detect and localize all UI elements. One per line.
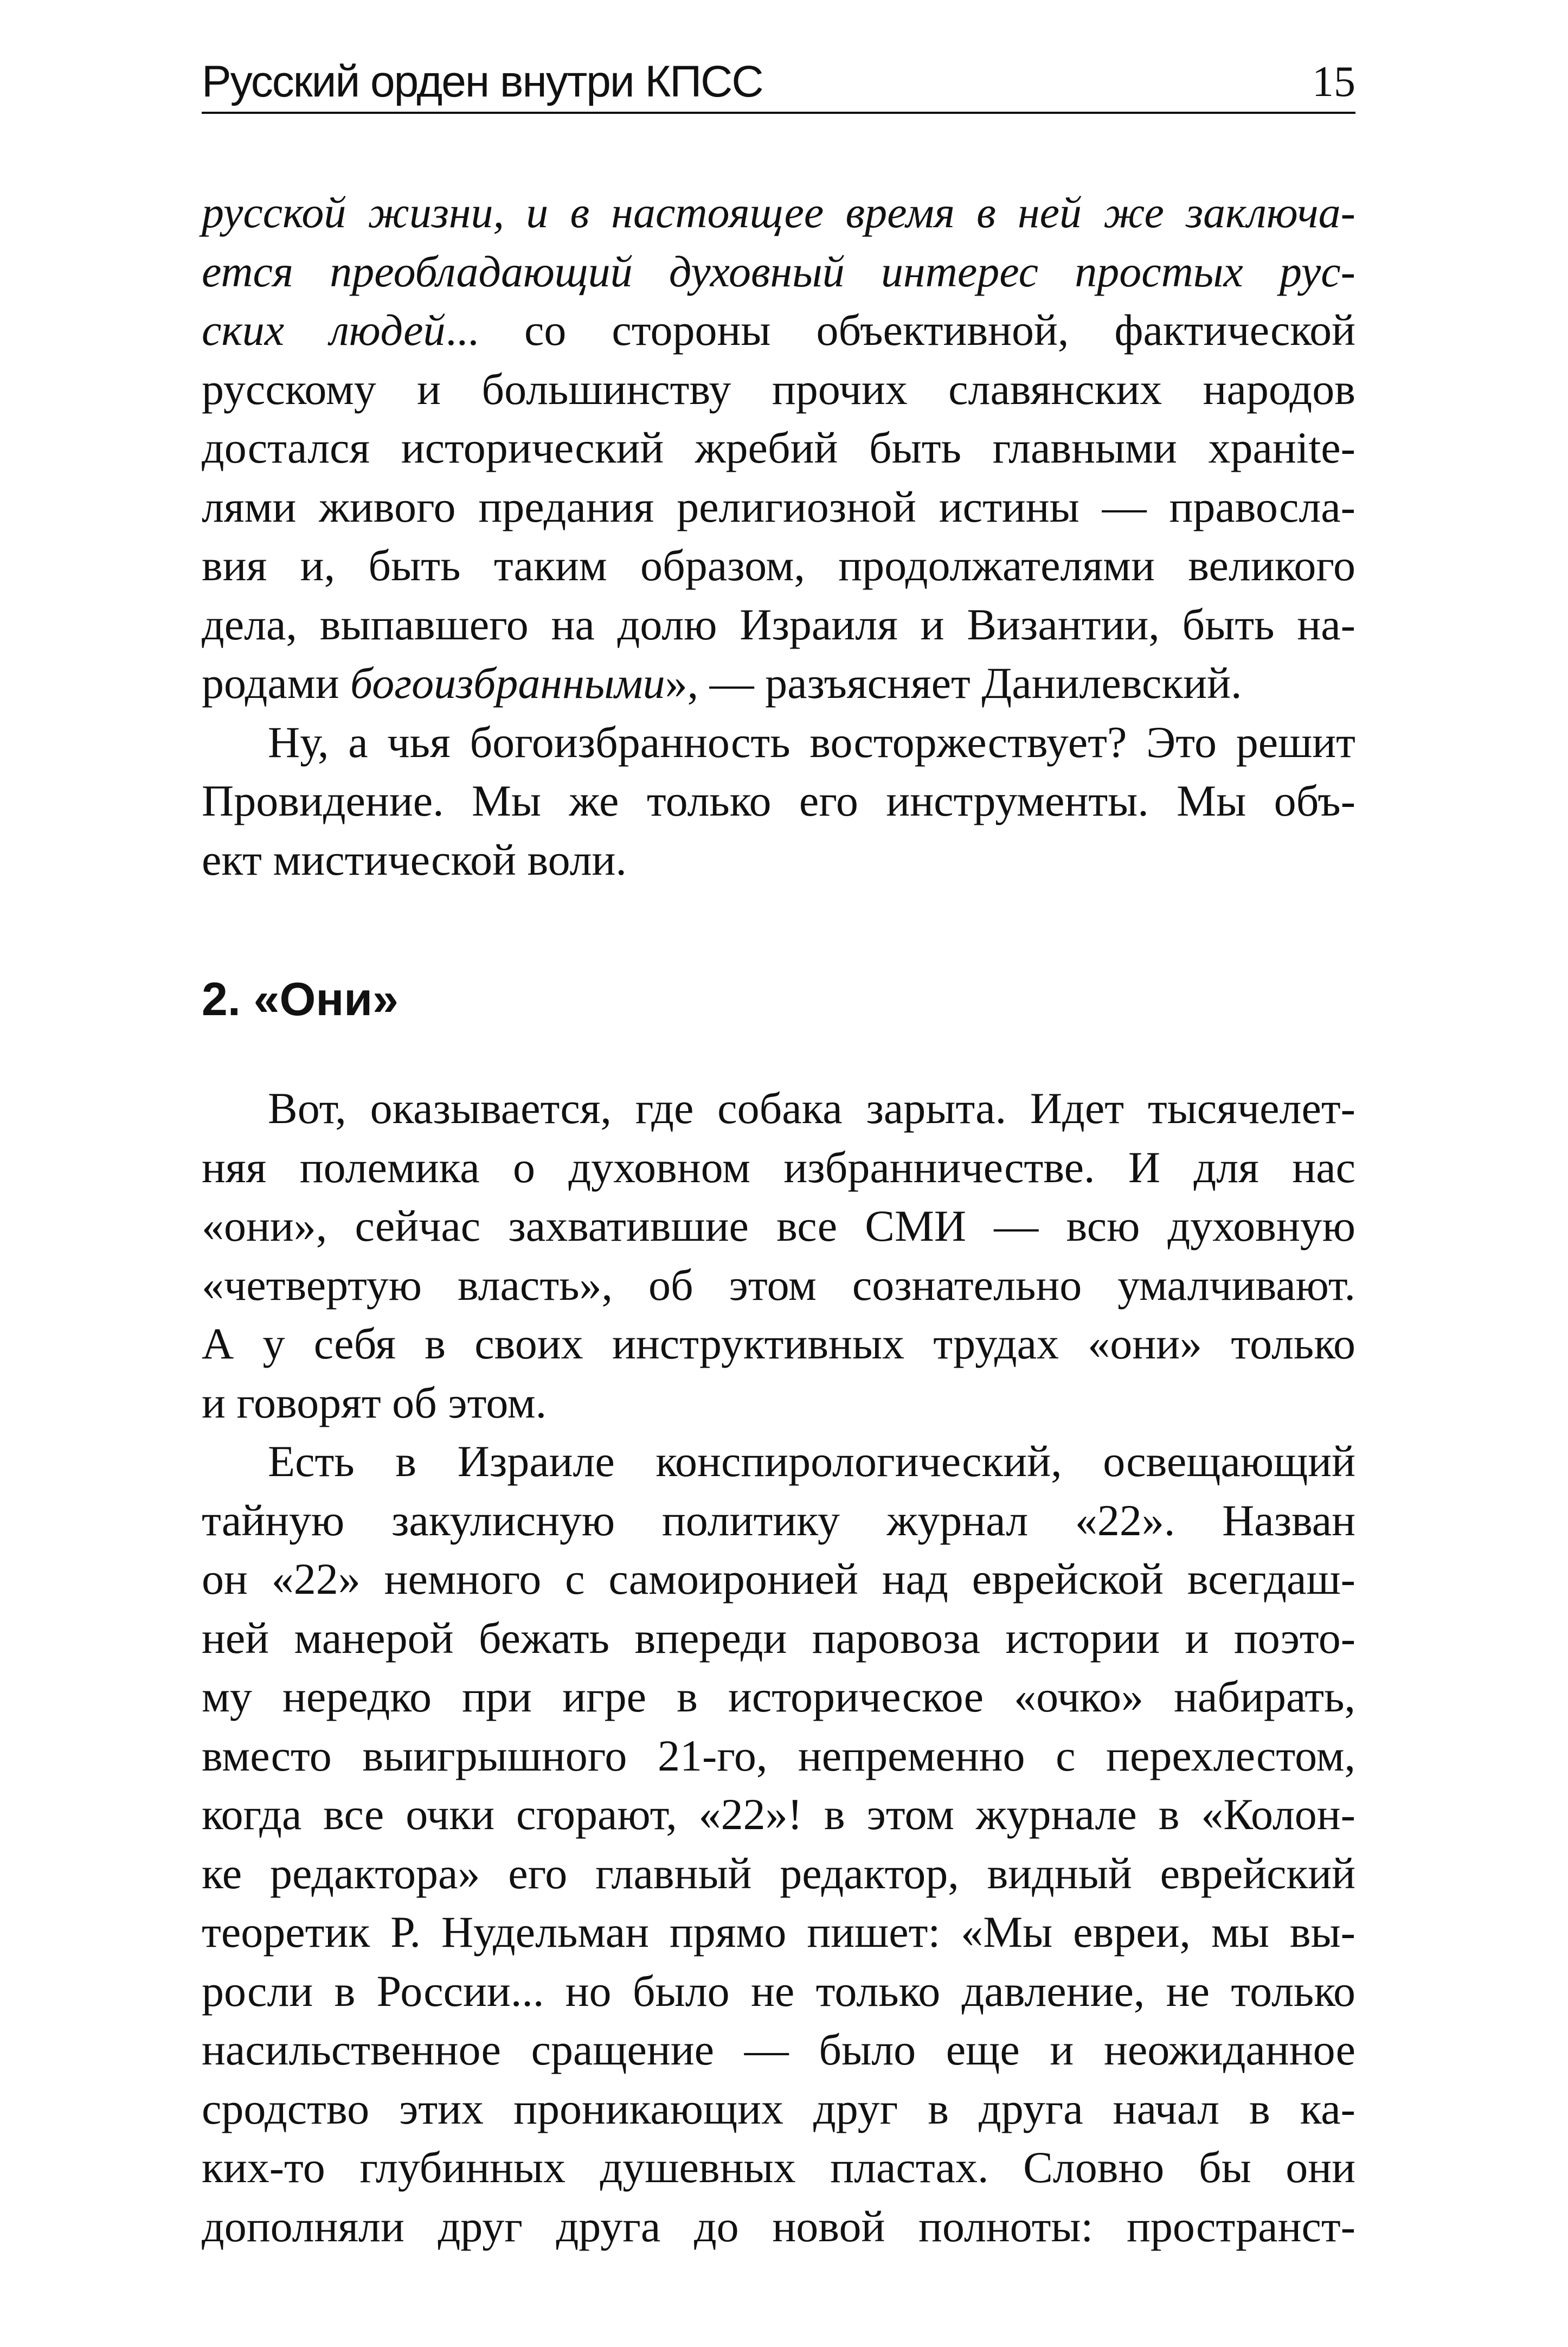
text-line: сродство этих проникающих друг в друга начал в ка- bbox=[202, 2083, 1355, 2133]
text-line: ней манерой бежать впереди паровоза истории и поэто- bbox=[202, 1613, 1355, 1663]
text-line: дополняли друг друга до новой полноты: пространст- bbox=[202, 2201, 1355, 2251]
text-line: Вот, оказывается, где собака зарыта. Идет тысячелет- bbox=[268, 1083, 1355, 1133]
text-line: он «22» немного с самоиронией над еврейской всегдаш- bbox=[202, 1554, 1355, 1604]
text-line: ских людей... со стороны объективной, фактической bbox=[202, 305, 1355, 355]
text-line: Провидение. Мы же только его инструменты. Мы объ- bbox=[202, 776, 1355, 825]
text-line: достался исторический жребий быть главными хранite- bbox=[202, 423, 1355, 472]
text-line: русской жизни, и в настоящее время в ней же заключа- bbox=[202, 188, 1355, 237]
text-line: насильственное сращение — было еще и неожиданное bbox=[202, 2025, 1355, 2074]
text-line: вместо выигрышного 21-го, непременно с перехлестом, bbox=[202, 1730, 1355, 1780]
running-title: Русский орден внутри КПСС bbox=[202, 57, 763, 106]
text-line: «четвертую власть», об этом сознательно умалчивают. bbox=[202, 1260, 1355, 1310]
text-line: русскому и большинству прочих славянских народов bbox=[202, 364, 1355, 414]
text-line: теоретик Р. Нудельман прямо пишет: «Мы евреи, мы вы- bbox=[202, 1907, 1355, 1957]
text-line: ке редактора» его главный редактор, видный еврейский bbox=[202, 1848, 1355, 1898]
page-number: 15 bbox=[1312, 58, 1355, 106]
text-line: Ну, а чья богоизбранность восторжествует? Это решит bbox=[268, 717, 1355, 767]
text-line: вия и, быть таким образом, продолжателями великого bbox=[202, 541, 1355, 590]
text-line: родами богоизбранными», — разъясняет Данилевский. bbox=[202, 658, 1242, 708]
text-line: когда все очки сгорают, «22»! в этом журнале в «Колон- bbox=[202, 1790, 1355, 1839]
text-line: и говорят об этом. bbox=[202, 1377, 547, 1427]
text-line: Есть в Израиле конспирологический, освещающий bbox=[268, 1437, 1355, 1486]
text-line: ких-то глубинных душевных пластах. Словно бы они bbox=[202, 2143, 1355, 2192]
text-line: няя полемика о духовном избранничестве. И для нас bbox=[202, 1142, 1355, 1192]
text-line: А у себя в своих инструктивных трудах «они» только bbox=[202, 1319, 1355, 1368]
text-line: му нередко при игре в историческое «очко» набирать, bbox=[202, 1672, 1355, 1721]
text-line: дела, выпавшего на долю Израиля и Византии, быть на- bbox=[202, 599, 1355, 649]
section-heading: 2. «Они» bbox=[202, 973, 399, 1025]
text-line: росли в России... но было не только давление, не только bbox=[202, 1966, 1355, 2016]
text-line: тайную закулисную политику журнал «22». Назван bbox=[202, 1495, 1355, 1545]
running-header bbox=[202, 52, 1355, 114]
continued-quote-block bbox=[202, 183, 1355, 889]
text-line: ется преобладающий духовный интерес простых рус- bbox=[202, 246, 1355, 296]
text-line: «они», сейчас захватившие все СМИ — всю духовную bbox=[202, 1201, 1355, 1251]
text-line: лями живого предания религиозной истины — правосла- bbox=[202, 482, 1355, 531]
text-line: ект мистической воли. bbox=[202, 835, 627, 884]
section-body bbox=[202, 1079, 1355, 2256]
